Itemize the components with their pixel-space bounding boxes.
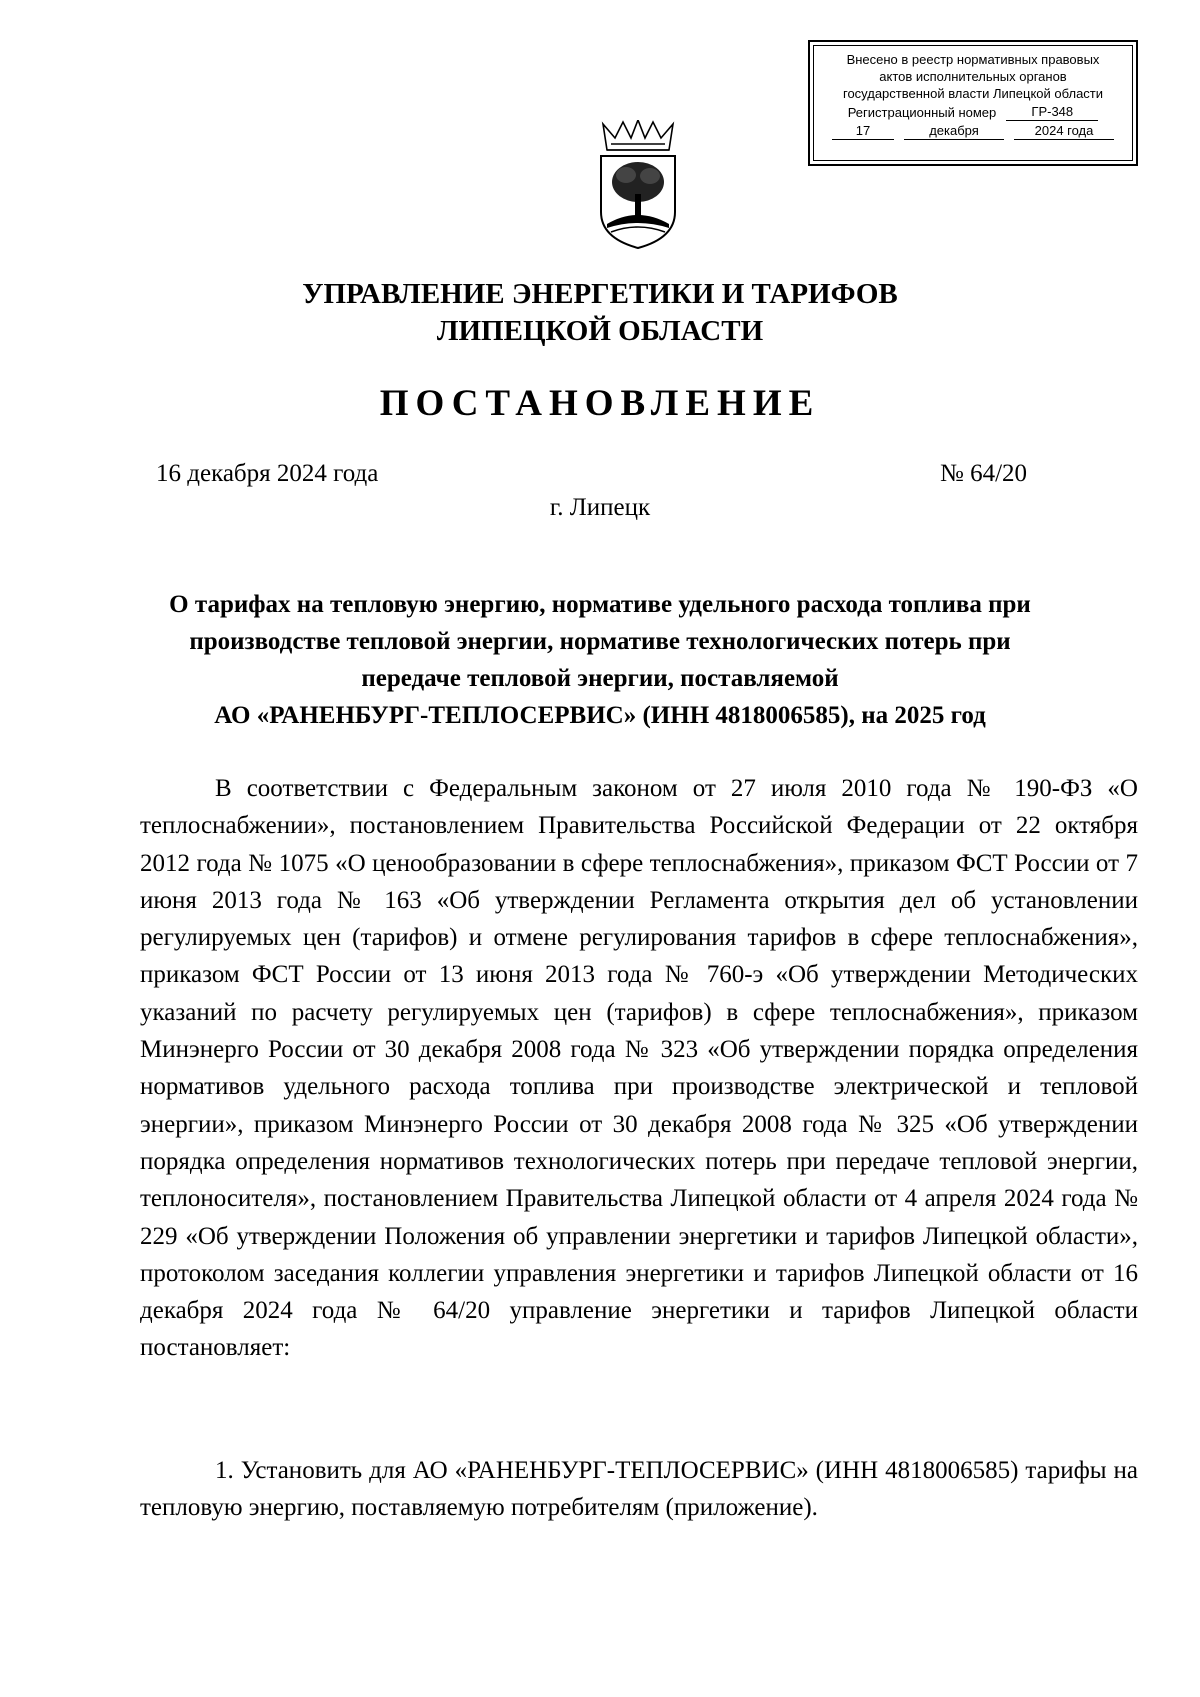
document-type: ПОСТАНОВЛЕНИЕ [379, 383, 821, 424]
stamp-line-1: Внесено в реестр нормативных правовых [846, 52, 1100, 67]
organization-name-line-2: ЛИПЕЦКОЙ ОБЛАСТИ [436, 315, 764, 347]
organization-name [0, 276, 1200, 350]
registration-stamp-inner [813, 45, 1133, 161]
body-paragraph-preamble: В соответствии с Федеральным законом от 27 июля 2010 года № 190-ФЗ «О теплоснабжении», постановлением Правительства Российской Федерации от 22 октября 2012 года № 1075 «О ценообразовании в сфере теплоснабжения», приказом ФСТ России от 7 июня 2013 года № 163 «Об утверждении Регламента открытия дел об установлении регулируемых цен (тарифов) и отмене регулирования тарифов в сфере теплоснабжения», приказом ФСТ России от 13 июня 2013 года № 760-э «Об утверждении Методических указаний по расчету регулируемых цен (тарифов) в сфере теплоснабжения», приказом Минэнерго России от 30 декабря 2008 года № 323 «Об утверждении порядка определения нормативов удельного расхода топлива при производстве электрической и тепловой энергии», приказом Минэнерго России от 30 декабря 2008 года № 325 «Об утверждении порядка определения нормативов технологических потерь при передаче тепловой энергии, теплоносителя», постановлением Правительства Липецкой области от 4 апреля 2024 года № 229 «Об утверждении Положения об управлении энергетики и тарифов Липецкой области», протоколом заседания коллегии управления энергетики и тарифов Липецкой области от 16 декабря 2024 года № 64/20 управление энергетики и тарифов Липецкой области постановляет: [140, 775, 1138, 1362]
document-date: 16 декабря 2024 года [156, 460, 379, 487]
crown-icon [603, 120, 673, 150]
coat-of-arms-emblem [593, 120, 683, 250]
registration-stamp [808, 40, 1138, 166]
body-paragraph-item-1: 1. Установить для АО «РАНЕНБУРГ-ТЕПЛОСЕРВИС» (ИНН 4818006585) тарифы на тепловую энергию, поставляемую потребителям (приложение). [140, 1457, 1138, 1522]
stamp-year: 2024 года [1014, 123, 1114, 140]
stamp-reg-label: Регистрационный номер [847, 105, 997, 120]
organization-name-line-1: УПРАВЛЕНИЕ ЭНЕРГЕТИКИ И ТАРИФОВ [302, 278, 898, 310]
tree-icon [612, 162, 664, 220]
title-line-4: АО «РАНЕНБУРГ-ТЕПЛОСЕРВИС» (ИНН 4818006585), на 2025 год [214, 702, 986, 729]
hill-icon [607, 215, 669, 228]
stamp-reg-number: ГР-348 [1006, 104, 1098, 121]
stamp-line-3: государственной власти Липецкой области [842, 86, 1104, 101]
stamp-day: 17 [832, 123, 894, 140]
title-line-2: производстве тепловой энергии, нормативе технологических потерь при [189, 628, 1011, 655]
document-city: г. Липецк [549, 494, 651, 521]
title-line-3: передаче тепловой энергии, поставляемой [361, 665, 839, 692]
document-title [0, 586, 1200, 734]
stamp-line-2: актов исполнительных органов [879, 69, 1067, 84]
document-number: № 64/20 [940, 460, 1028, 487]
stamp-date-row [814, 123, 1132, 140]
stamp-reg-row [814, 104, 1132, 121]
stamp-month: декабря [904, 123, 1004, 140]
title-line-1: О тарифах на тепловую энергию, нормативе удельного расхода топлива при [169, 591, 1031, 618]
